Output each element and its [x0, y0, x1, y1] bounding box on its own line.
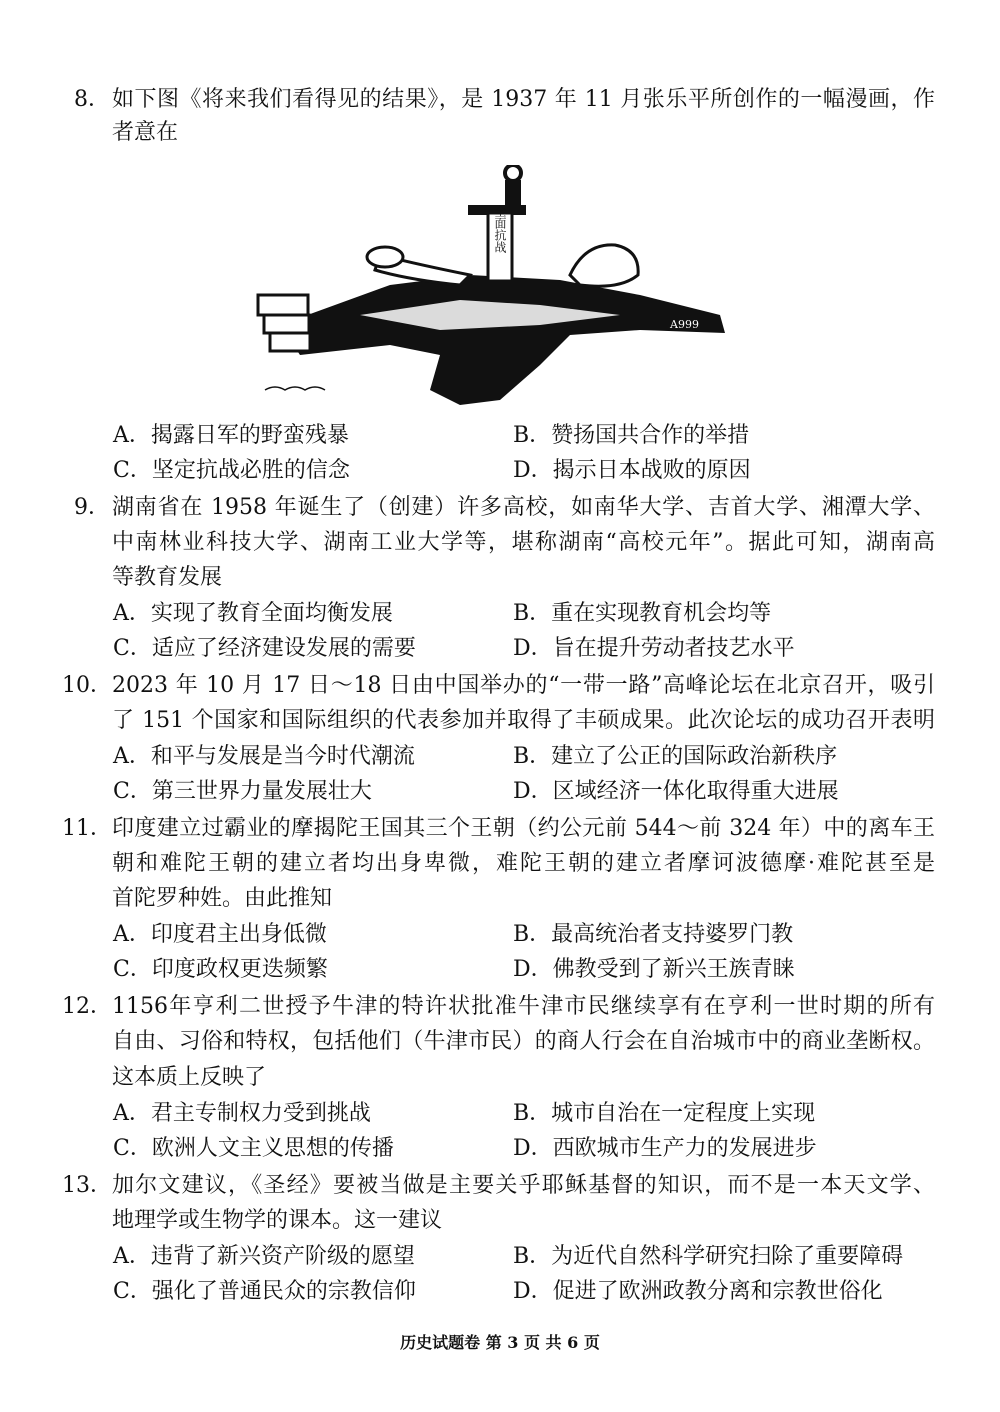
question-9-stem-line: 等教育发展: [112, 565, 223, 590]
option-c[interactable]: C．强化了普通民众的宗教信仰: [113, 1279, 416, 1304]
sword-icon: [468, 165, 526, 281]
question-12-stem-line: 自由、习俗和特权，包括他们（牛津市民）的商人行会在自治城市中的商业垄断权。: [112, 1029, 935, 1054]
option-b[interactable]: B．为近代自然科学研究扫除了重要障碍: [513, 1244, 904, 1269]
question-8-stem-line: 者意在: [112, 120, 179, 145]
arm-label: A999: [670, 318, 699, 331]
option-d[interactable]: D．促进了欧洲政教分离和宗教世俗化: [513, 1279, 883, 1304]
option-a[interactable]: A．违背了新兴资产阶级的愿望: [113, 1244, 415, 1269]
option-c[interactable]: C．印度政权更迭频繁: [113, 957, 328, 982]
option-a[interactable]: A．揭露日军的野蛮残暴: [113, 423, 349, 448]
option-d[interactable]: D．旨在提升劳动者技艺水平: [513, 636, 795, 661]
question-8-number: 8．: [74, 87, 110, 112]
question-10-number: 10．: [62, 673, 112, 698]
option-c[interactable]: C．坚定抗战必胜的信念: [113, 458, 350, 483]
page-footer: 历史试题卷 第 3 页 共 6 页: [400, 1333, 600, 1352]
option-c[interactable]: C．欧洲人文主义思想的传播: [113, 1136, 394, 1161]
option-d[interactable]: D．佛教受到了新兴王族青睐: [513, 957, 795, 982]
sword-label: 全面抗战: [493, 205, 507, 253]
question-11-number: 11．: [62, 816, 112, 841]
question-12-stem-line: 这本质上反映了: [112, 1065, 267, 1090]
question-12-stem-line: 1156年亨利二世授予牛津的特许状批准牛津市民继续享有在亨利一世时期的所有: [112, 994, 935, 1019]
shoe-icon: [258, 295, 310, 351]
question-9-stem-line: 中南林业科技大学、湖南工业大学等，堪称湖南“高校元年”。据此可知，湖南高: [112, 530, 935, 555]
question-10-stem-line: 2023 年 10 月 17 日～18 日由中国举办的“一带一路”高峰论坛在北京召开，吸引: [112, 673, 935, 698]
option-b[interactable]: B．建立了公正的国际政治新秩序: [513, 744, 838, 769]
question-11-stem-line: 首陀罗种姓。由此推知: [112, 886, 333, 911]
question-8-stem-line: 如下图《将来我们看得见的结果》，是 1937 年 11 月张乐平所创作的一幅漫画，作: [112, 87, 935, 112]
option-d[interactable]: D．西欧城市生产力的发展进步: [513, 1136, 817, 1161]
question-11-stem-line: 朝和难陀王朝的建立者均出身卑微，难陀王朝的建立者摩诃波德摩·难陀甚至是: [112, 851, 935, 876]
option-b[interactable]: B．城市自治在一定程度上实现: [513, 1101, 816, 1126]
question-11-stem-line: 印度建立过霸业的摩揭陀王国其三个王朝（约公元前 544～前 324 年）中的离车王: [112, 816, 935, 841]
cartoon-illustration: [240, 165, 760, 415]
artist-signature: [265, 387, 325, 390]
option-b[interactable]: B．最高统治者支持婆罗门教: [513, 922, 794, 947]
option-b[interactable]: B．赞扬国共合作的举措: [513, 423, 750, 448]
question-12-number: 12．: [62, 994, 112, 1019]
option-a[interactable]: A．实现了教育全面均衡发展: [113, 601, 393, 626]
option-a[interactable]: A．君主专制权力受到挑战: [113, 1101, 371, 1126]
option-c[interactable]: C．适应了经济建设发展的需要: [113, 636, 416, 661]
option-a[interactable]: A．印度君主出身低微: [113, 922, 327, 947]
question-9-stem-line: 湖南省在 1958 年诞生了（创建）许多高校，如南华大学、吉首大学、湘潭大学、: [112, 495, 935, 520]
question-10-stem-line: 了 151 个国家和国际组织的代表参加并取得了丰硕成果。此次论坛的成功召开表明: [112, 708, 935, 733]
question-13-stem-line: 加尔文建议，《圣经》要被当做是主要关乎耶稣基督的知识，而不是一本天文学、: [112, 1173, 935, 1198]
option-a[interactable]: A．和平与发展是当今时代潮流: [113, 744, 415, 769]
question-13-stem-line: 地理学或生物学的课本。这一建议: [112, 1208, 443, 1233]
option-b[interactable]: B．重在实现教育机会均等: [513, 601, 772, 626]
option-c[interactable]: C．第三世界力量发展壮大: [113, 779, 372, 804]
option-d[interactable]: D．揭示日本战败的原因: [513, 458, 751, 483]
option-d[interactable]: D．区域经济一体化取得重大进展: [513, 779, 839, 804]
question-13-number: 13．: [62, 1173, 112, 1198]
question-9-number: 9．: [74, 495, 110, 520]
